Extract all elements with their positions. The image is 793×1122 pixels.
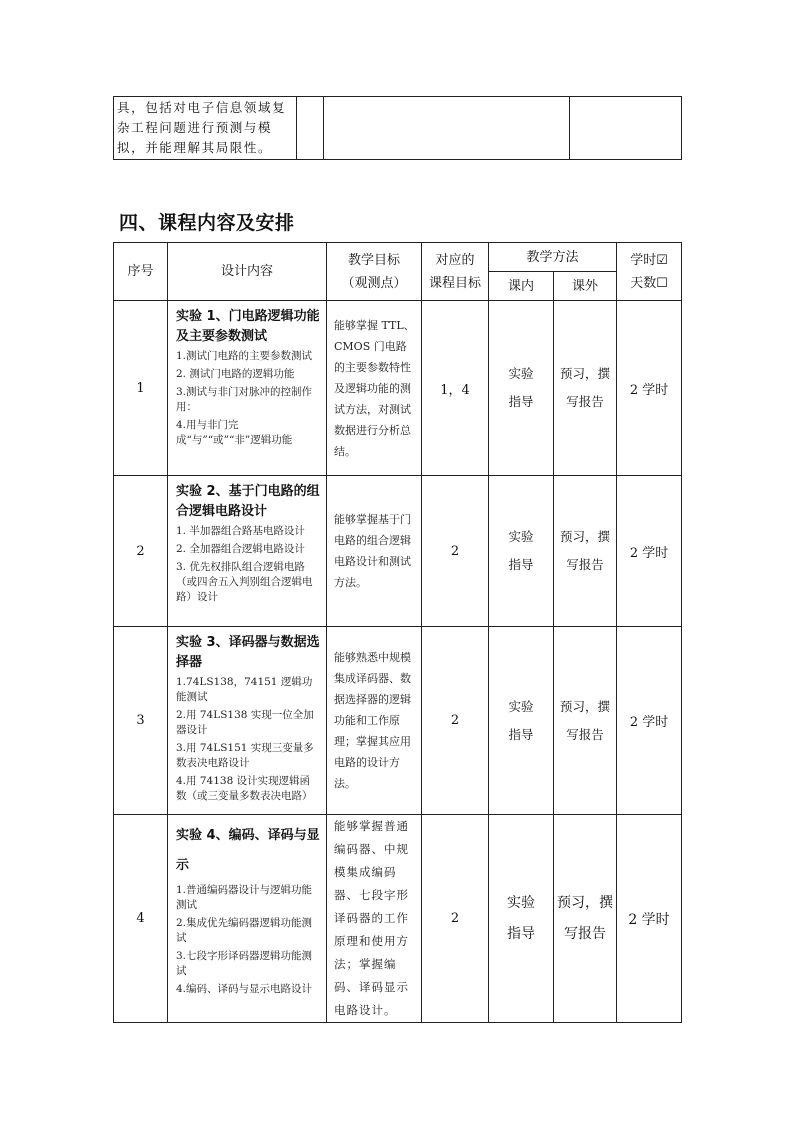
in-class-line1: 实验	[508, 529, 534, 544]
content-item: 4.用与非门完成“与”“或”“非”逻辑功能	[176, 419, 293, 446]
after-class-method	[554, 476, 617, 627]
header-target-line2: 课程目标	[428, 275, 481, 291]
in-class-line1: 实验	[508, 698, 534, 714]
experiment-title: 实验 2、基于门电路的组合逻辑电路设计	[176, 484, 320, 519]
course-target: 2	[422, 627, 489, 815]
teaching-goal: 能够掌握 TTL、CMOS 门电路的主要参数特性及逻辑功能的测试方法，对测试数据进行分析总结。	[327, 301, 422, 476]
design-content	[168, 301, 327, 476]
in-class-line1: 实验	[508, 366, 534, 381]
content-item: 1.测试门电路的主要参数测试	[176, 350, 313, 362]
design-content	[168, 476, 327, 627]
design-content	[168, 627, 327, 815]
row-index: 2	[114, 476, 168, 627]
content-item: 3.七段字形译码器逻辑功能测试	[176, 950, 313, 977]
experiment-title: 实验 3、译码器与数据选择器	[176, 635, 320, 670]
table-row	[114, 815, 682, 1023]
content-item: 4.用 74138 设计实现逻辑函数（或三变量多数表决电路）	[176, 775, 313, 802]
header-index: 序号	[114, 243, 168, 301]
header-hours-line2: 天数☐	[630, 275, 668, 291]
after-class-method	[554, 627, 617, 815]
after-class-method	[554, 815, 617, 1023]
in-class-method	[489, 627, 554, 815]
empty-cell	[570, 97, 682, 160]
objective-cell: 具，包括对电子信息领域复杂工程问题进行预测与模拟，并能理解其局限性。	[114, 97, 297, 160]
content-item: 1.普通编码器设计与逻辑功能测试	[176, 884, 313, 911]
experiment-title: 实验 1、门电路逻辑功能及主要参数测试	[176, 309, 320, 344]
hours: 2 学时	[617, 627, 682, 815]
course-target: 2	[422, 476, 489, 627]
in-class-method	[489, 476, 554, 627]
in-class-method	[489, 301, 554, 476]
table-row	[114, 627, 682, 815]
in-class-line2: 指导	[508, 557, 534, 572]
content-item: 3. 优先权排队组合逻辑电路（或四舍五入判别组合逻辑电路）设计	[176, 561, 313, 603]
section-heading: 四、课程内容及安排	[119, 212, 295, 234]
after-class-line2: 写报告	[566, 394, 604, 409]
after-class-line2: 写报告	[566, 557, 604, 572]
empty-cell	[324, 97, 570, 160]
after-class-method	[554, 301, 617, 476]
content-item: 1. 半加器组合路基电路设计	[176, 525, 305, 537]
row-index: 4	[114, 815, 168, 1023]
header-hours-line1: 学时☑	[630, 252, 668, 268]
table-row	[114, 97, 682, 160]
hours: 2 学时	[617, 301, 682, 476]
in-class-method	[489, 815, 554, 1023]
after-class-line1: 预习，撰	[560, 529, 611, 544]
header-after-class: 课外	[554, 272, 617, 301]
header-target-line1: 对应的	[435, 252, 475, 268]
row-index: 1	[114, 301, 168, 476]
in-class-line2: 指导	[508, 726, 534, 742]
header-goal-line2: （观测点）	[341, 275, 407, 291]
after-class-line1: 预习，撰	[560, 698, 611, 714]
teaching-goal: 能够掌握普通编码器、中规模集成编码器、七段字形译码器的工作原理和使用方法；掌握编码、译码显示电路设计。	[327, 815, 422, 1023]
after-class-line2: 写报告	[564, 925, 606, 942]
table-row	[114, 476, 682, 627]
header-goal-line1: 教学目标	[347, 252, 400, 268]
content-item: 4.编码、译码与显示电路设计	[176, 983, 313, 995]
content-item: 2. 测试门电路的逻辑功能	[176, 368, 295, 380]
course-content-table	[113, 242, 682, 1023]
teaching-goal: 能够掌握基于门电路的组合逻辑电路设计和测试方法。	[327, 476, 422, 627]
header-method: 教学方法	[489, 243, 617, 272]
previous-table-fragment	[113, 96, 682, 160]
after-class-line2: 写报告	[566, 726, 604, 742]
in-class-line1: 实验	[507, 894, 535, 911]
header-row	[114, 243, 682, 272]
table-row	[114, 301, 682, 476]
header-hours	[617, 243, 682, 301]
content-item: 1.74LS138，74151 逻辑功能测试	[176, 676, 313, 703]
content-item: 2. 全加器组合逻辑电路设计	[176, 543, 305, 555]
header-target	[422, 243, 489, 301]
header-goal	[327, 243, 422, 301]
course-target: 2	[422, 815, 489, 1023]
content-item: 3.测试与非门对脉冲的控制作用：	[176, 386, 313, 413]
empty-cell	[297, 97, 324, 160]
content-item: 2.集成优先编码器逻辑功能测试	[176, 917, 313, 944]
in-class-line2: 指导	[508, 394, 534, 409]
hours: 2 学时	[617, 476, 682, 627]
experiment-title: 实验 4、编码、译码与显示	[176, 828, 320, 873]
design-content	[168, 815, 327, 1023]
teaching-goal: 能够熟悉中规模集成译码器、数据选择器的逻辑功能和工作原理；掌握其应用电路的设计方法。	[327, 627, 422, 815]
content-item: 3.用 74LS151 实现三变量多数表决电路设计	[176, 742, 314, 769]
in-class-line2: 指导	[507, 925, 535, 942]
header-content: 设计内容	[168, 243, 327, 301]
header-in-class: 课内	[489, 272, 554, 301]
hours: 2 学时	[617, 815, 682, 1023]
after-class-line1: 预习，撰	[557, 894, 613, 911]
after-class-line1: 预习，撰	[560, 366, 611, 381]
content-item: 2.用 74LS138 实现一位全加器设计	[176, 709, 314, 736]
course-target: 1，4	[422, 301, 489, 476]
row-index: 3	[114, 627, 168, 815]
